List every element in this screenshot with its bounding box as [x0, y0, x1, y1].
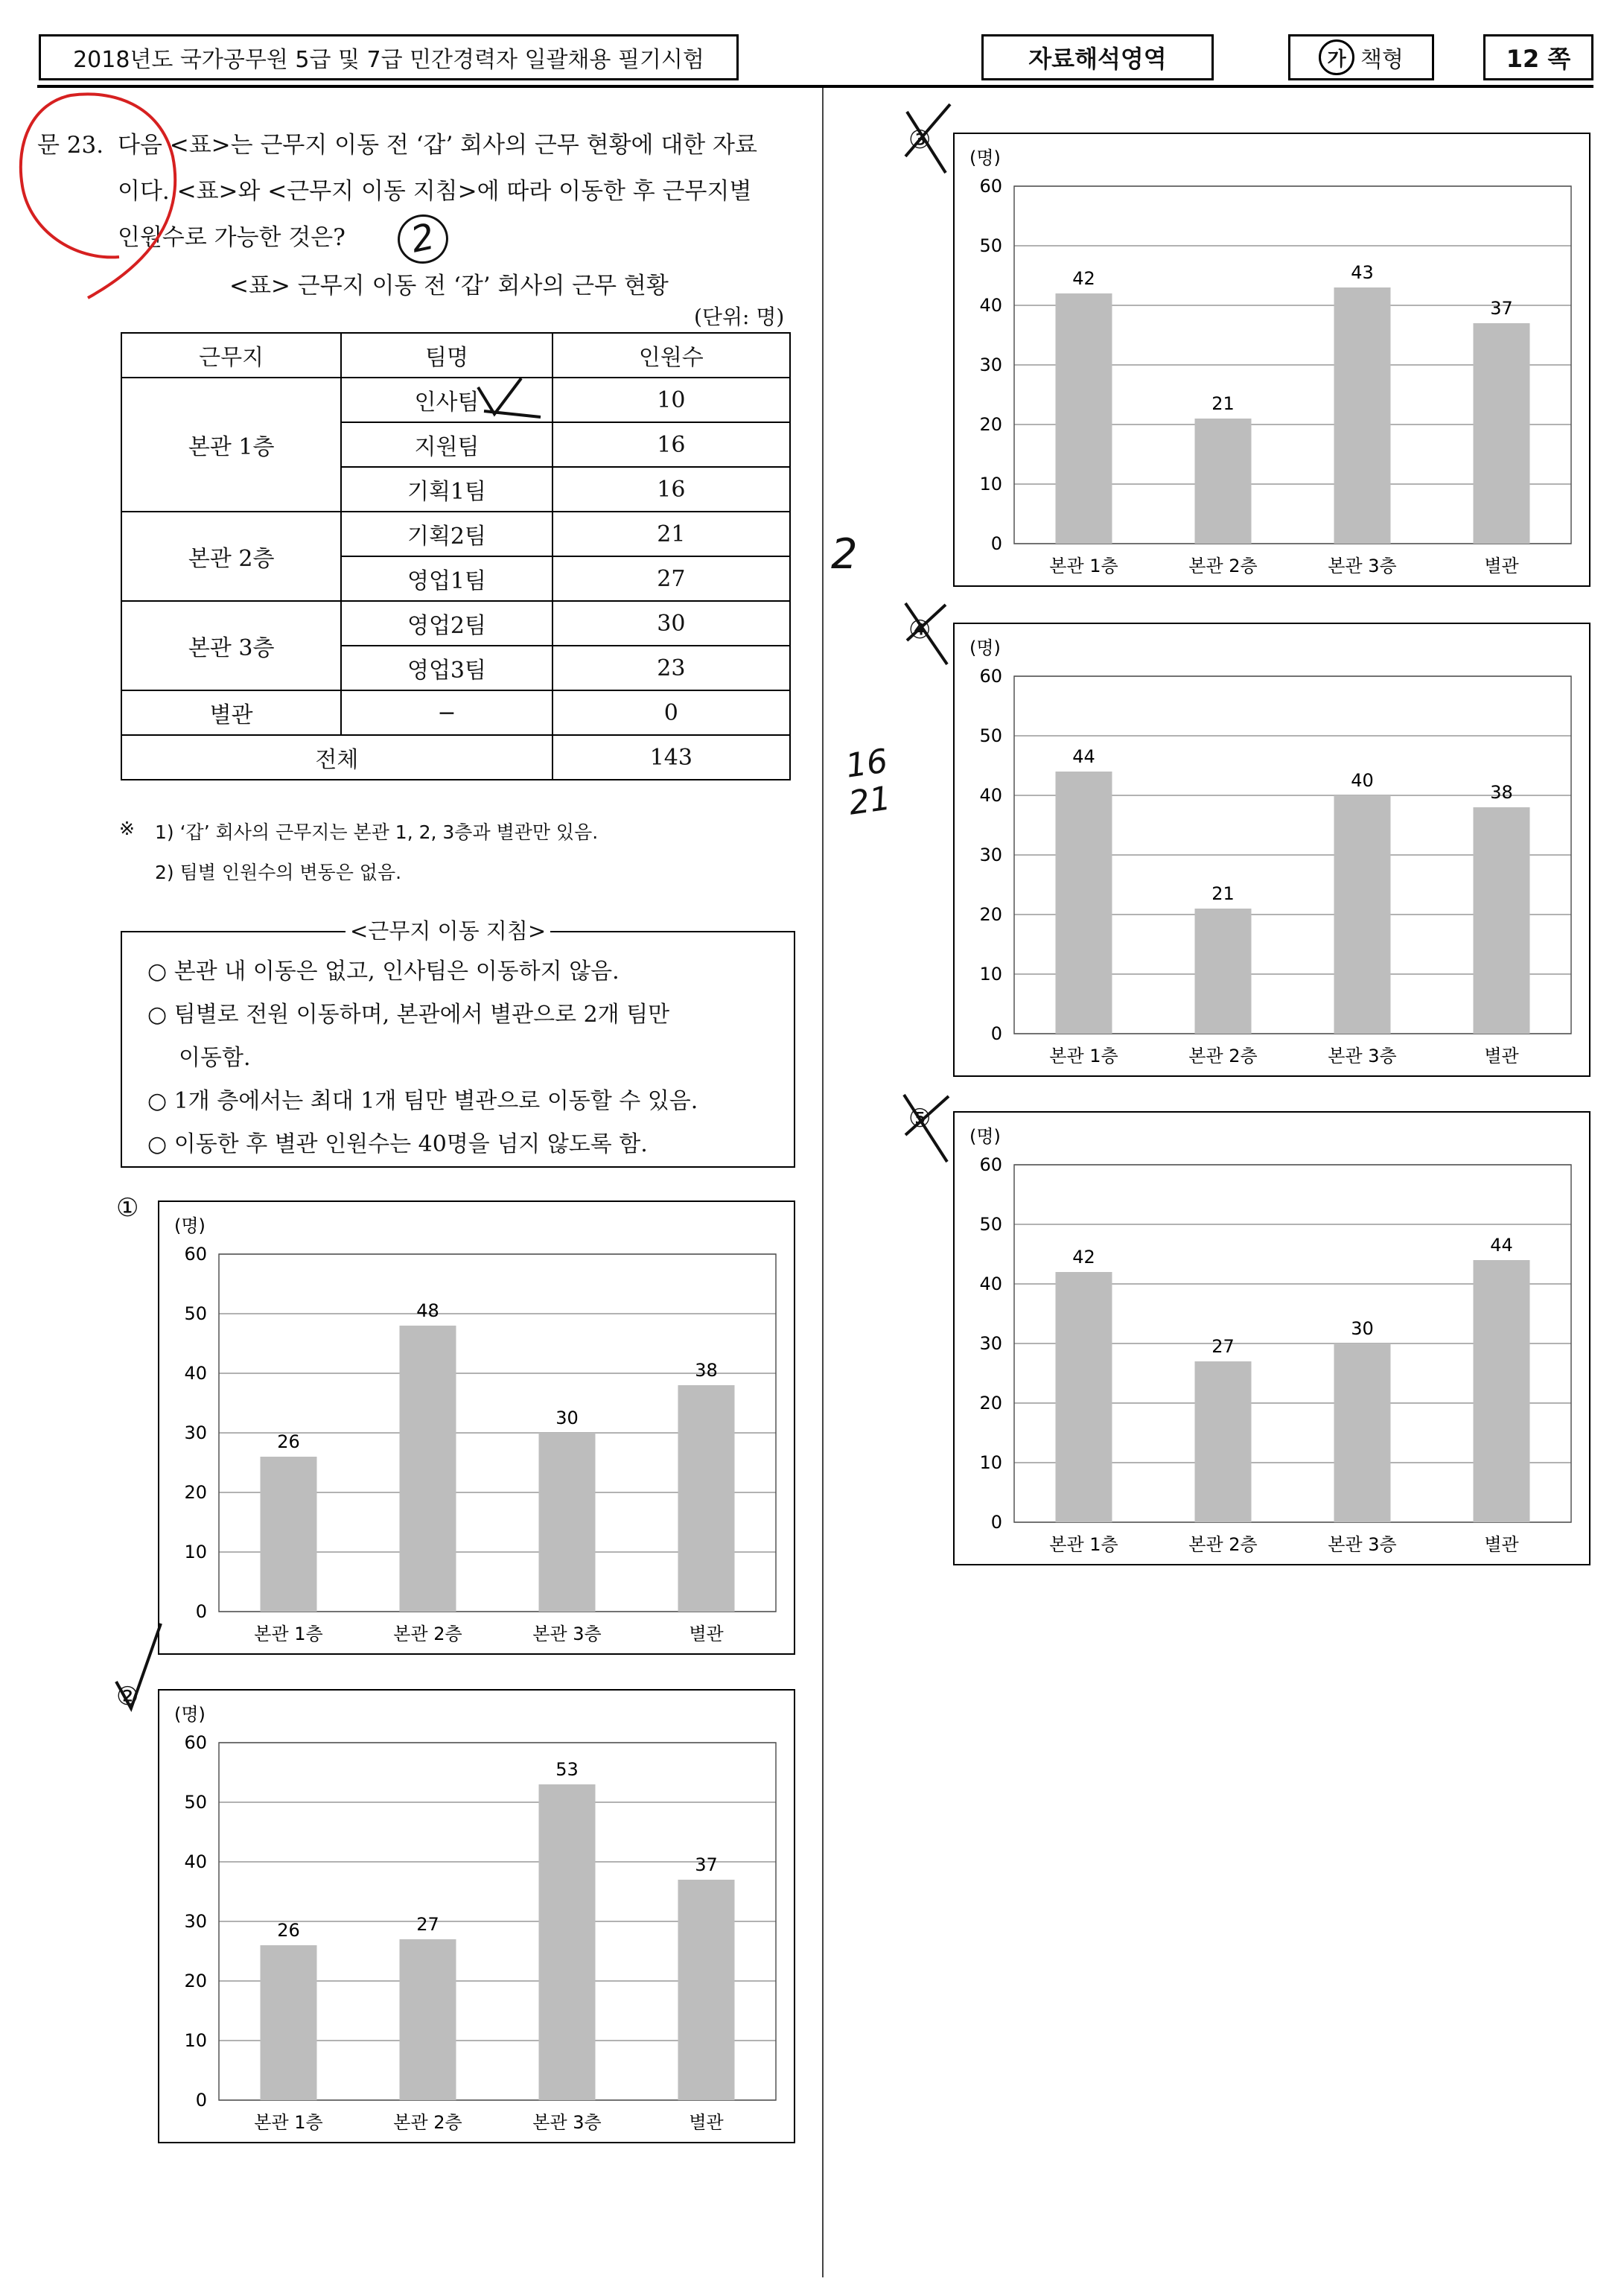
total-value: 143 — [553, 735, 790, 780]
data-label: 48 — [416, 1300, 439, 1321]
guide-item: ○ 본관 내 이동은 없고, 인사팀은 이동하지 않음. — [147, 958, 620, 985]
y-axis-unit: (명) — [174, 1215, 206, 1236]
x-tick-label: 본관 2층 — [1188, 1046, 1258, 1066]
bar-chart-svg — [955, 1113, 1592, 1567]
x-tick-label: 본관 1층 — [254, 1624, 323, 1644]
y-tick-label: 60 — [184, 1244, 207, 1265]
y-tick-label: 10 — [979, 964, 1002, 985]
y-tick-label: 0 — [990, 533, 1002, 554]
location-cell: 본관 3층 — [121, 601, 341, 690]
option-number-1: ① — [116, 1193, 139, 1223]
page-number: 12 쪽 — [1506, 45, 1571, 73]
table-header-cell: 근무지 — [121, 333, 341, 378]
y-tick-label: 50 — [979, 235, 1002, 256]
data-label: 42 — [1072, 1247, 1095, 1268]
bar — [1195, 1361, 1252, 1522]
bar — [261, 1457, 317, 1612]
data-label: 53 — [555, 1759, 579, 1780]
page-number-box — [1483, 34, 1593, 80]
team-cell: 영업1팀 — [341, 556, 552, 601]
data-label: 38 — [695, 1360, 718, 1381]
team-cell: 기획2팀 — [341, 512, 552, 556]
option-5-chart — [953, 1111, 1590, 1565]
guide-item: 이동함. — [179, 1045, 251, 1071]
location-cell: 별관 — [121, 690, 341, 735]
team-cell: − — [341, 690, 552, 735]
bar — [1056, 772, 1112, 1034]
table-row — [121, 601, 790, 646]
guide-title: <근무지 이동 지침> — [346, 915, 550, 945]
y-tick-label: 20 — [184, 1482, 207, 1503]
data-label: 37 — [695, 1854, 718, 1875]
y-tick-label: 60 — [979, 176, 1002, 197]
y-tick-label: 60 — [184, 1732, 207, 1753]
x-tick-label: 별관 — [1484, 1046, 1519, 1066]
bar — [539, 1784, 596, 2100]
data-label: 21 — [1211, 393, 1235, 414]
bar — [1195, 419, 1252, 544]
bar-chart-svg — [955, 624, 1592, 1078]
total-label: 전체 — [121, 735, 553, 780]
question-line-3: 인원수로 가능한 것은? — [118, 224, 346, 251]
data-label: 42 — [1072, 268, 1095, 289]
y-tick-label: 30 — [184, 1422, 207, 1443]
data-label: 37 — [1490, 298, 1513, 319]
y-tick-label: 40 — [979, 295, 1002, 316]
count-cell: 27 — [553, 556, 790, 601]
option-number-4: ④ — [908, 615, 932, 645]
data-label: 44 — [1072, 746, 1095, 767]
team-cell: 인사팀 — [341, 378, 552, 422]
note-1: 1) ‘갑’ 회사의 근무지는 본관 1, 2, 3층과 별관만 있음. — [155, 821, 599, 843]
section-box — [981, 34, 1214, 80]
data-label: 30 — [555, 1408, 579, 1428]
bar-chart-svg — [955, 134, 1592, 588]
y-tick-label: 0 — [990, 1023, 1002, 1044]
y-tick-label: 50 — [979, 1214, 1002, 1235]
table-row — [121, 690, 790, 735]
bar-chart-svg — [159, 1691, 797, 2145]
x-tick-label: 본관 1층 — [254, 2112, 323, 2133]
count-cell: 0 — [553, 690, 790, 735]
bar — [1474, 1260, 1530, 1522]
booklet-box — [1288, 34, 1434, 80]
bar — [1474, 807, 1530, 1034]
bar — [1334, 1343, 1391, 1522]
option-number-2: ② — [116, 1682, 139, 1711]
y-axis-unit: (명) — [174, 1704, 206, 1725]
x-tick-label: 본관 3층 — [532, 2112, 602, 2133]
handwritten-answer: 2 — [393, 210, 453, 269]
y-tick-label: 50 — [979, 725, 1002, 746]
y-tick-label: 30 — [979, 845, 1002, 865]
x-tick-label: 별관 — [1484, 1534, 1519, 1555]
bar — [1474, 323, 1530, 544]
y-tick-label: 0 — [195, 2090, 207, 2111]
exam-title-box — [39, 34, 739, 80]
y-tick-label: 20 — [979, 904, 1002, 925]
count-cell: 10 — [553, 378, 790, 422]
y-axis-unit: (명) — [969, 637, 1001, 658]
x-tick-label: 본관 2층 — [393, 1624, 462, 1644]
column-divider — [822, 88, 824, 2277]
y-tick-label: 0 — [195, 1601, 207, 1622]
handwritten-scribble-bottom: 21 — [846, 779, 894, 823]
bar — [678, 1385, 735, 1612]
data-label: 30 — [1351, 1318, 1374, 1339]
question-line-1: 다음 <표>는 근무지 이동 전 ‘갑’ 회사의 근무 현황에 대한 자료 — [118, 132, 757, 159]
y-tick-label: 30 — [979, 354, 1002, 375]
x-tick-label: 본관 2층 — [393, 2112, 462, 2133]
team-cell: 영업2팀 — [341, 601, 552, 646]
question-line-2: 이다. <표>와 <근무지 이동 지침>에 따라 이동한 후 근무지별 — [118, 178, 752, 205]
header-rule — [37, 85, 1593, 88]
x-tick-label: 본관 3층 — [1328, 1046, 1397, 1066]
option-number-5: ⑤ — [908, 1104, 932, 1133]
count-cell: 30 — [553, 601, 790, 646]
option-4-chart — [953, 623, 1590, 1077]
x-tick-label: 본관 1층 — [1049, 556, 1118, 576]
x-tick-label: 본관 2층 — [1188, 556, 1258, 576]
option-number-3: ③ — [908, 125, 932, 155]
y-tick-label: 10 — [184, 2030, 207, 2051]
section-title: 자료해석영역 — [1028, 45, 1167, 73]
bar — [1334, 287, 1391, 544]
location-cell: 본관 2층 — [121, 512, 341, 601]
x-tick-label: 본관 3층 — [1328, 1534, 1397, 1555]
y-tick-label: 20 — [979, 1393, 1002, 1413]
data-label: 27 — [416, 1914, 439, 1935]
x-tick-label: 본관 1층 — [1049, 1534, 1118, 1555]
count-cell: 16 — [553, 422, 790, 467]
x-tick-label: 본관 1층 — [1049, 1046, 1118, 1066]
x-tick-label: 별관 — [689, 2112, 724, 2133]
handwritten-margin-number: 2 — [831, 530, 858, 579]
table-header-cell: 인원수 — [553, 333, 790, 378]
count-cell: 16 — [553, 467, 790, 512]
y-tick-label: 50 — [184, 1303, 207, 1324]
staff-table — [121, 332, 791, 780]
booklet-type: 책형 — [1360, 47, 1404, 73]
bar — [1195, 909, 1252, 1034]
guide-item: ○ 팀별로 전원 이동하며, 본관에서 별관으로 2개 팀만 — [147, 1002, 670, 1028]
table-total-row — [121, 735, 790, 780]
bar — [1334, 795, 1391, 1034]
x-tick-label: 본관 3층 — [1328, 556, 1397, 576]
x-tick-label: 본관 3층 — [532, 1624, 602, 1644]
table-caption: <표> 근무지 이동 전 ‘갑’ 회사의 근무 현황 — [229, 273, 669, 299]
option-1-chart — [158, 1201, 795, 1655]
y-tick-label: 30 — [979, 1333, 1002, 1354]
x-tick-label: 별관 — [689, 1624, 724, 1644]
note-mark: ※ — [119, 818, 135, 839]
y-tick-label: 10 — [979, 474, 1002, 495]
bar — [261, 1945, 317, 2100]
data-label: 43 — [1351, 262, 1374, 283]
y-tick-label: 40 — [184, 1851, 207, 1872]
y-tick-label: 40 — [184, 1363, 207, 1384]
team-cell: 지원팀 — [341, 422, 552, 467]
x-tick-label: 별관 — [1484, 556, 1519, 576]
guide-item: ○ 이동한 후 별관 인원수는 40명을 넘지 않도록 함. — [147, 1131, 648, 1157]
y-tick-label: 20 — [979, 414, 1002, 435]
y-tick-label: 10 — [979, 1452, 1002, 1473]
question-number: 문 23. — [37, 132, 104, 159]
y-tick-label: 60 — [979, 1154, 1002, 1175]
y-tick-label: 40 — [979, 785, 1002, 806]
data-label: 26 — [277, 1431, 300, 1452]
bar — [678, 1880, 735, 2100]
note-2: 2) 팀별 인원수의 변동은 없음. — [155, 862, 402, 883]
y-tick-label: 0 — [990, 1512, 1002, 1533]
table-unit: (단위: 명) — [694, 305, 785, 329]
exam-title: 2018년도 국가공무원 5급 및 7급 민간경력자 일괄채용 필기시험 — [73, 47, 704, 73]
option-2-chart — [158, 1689, 795, 2143]
y-tick-label: 30 — [184, 1911, 207, 1932]
bar — [400, 1939, 456, 2100]
bar — [1056, 293, 1112, 544]
x-tick-label: 본관 2층 — [1188, 1534, 1258, 1555]
table-row — [121, 378, 790, 422]
y-tick-label: 60 — [979, 666, 1002, 687]
y-tick-label: 40 — [979, 1273, 1002, 1294]
data-label: 26 — [277, 1920, 300, 1941]
data-label: 44 — [1490, 1235, 1513, 1256]
count-cell: 21 — [553, 512, 790, 556]
data-label: 21 — [1211, 883, 1235, 904]
count-cell: 23 — [553, 646, 790, 690]
y-axis-unit: (명) — [969, 1126, 1001, 1147]
bar — [1056, 1272, 1112, 1522]
table-row — [121, 512, 790, 556]
data-label: 38 — [1490, 782, 1513, 803]
handwritten-scribble-top: 16 — [843, 742, 891, 786]
table-header-row — [121, 333, 790, 378]
y-axis-unit: (명) — [969, 147, 1001, 168]
bar-chart-svg — [159, 1202, 797, 1656]
table-header-cell: 팀명 — [341, 333, 552, 378]
booklet-mark: 가 — [1319, 39, 1354, 75]
y-tick-label: 10 — [184, 1542, 207, 1562]
guide-item: ○ 1개 층에서는 최대 1개 팀만 별관으로 이동할 수 있음. — [147, 1088, 698, 1114]
location-cell: 본관 1층 — [121, 378, 341, 512]
y-tick-label: 50 — [184, 1792, 207, 1813]
data-label: 40 — [1351, 770, 1374, 791]
option-3-chart — [953, 133, 1590, 587]
team-cell: 기획1팀 — [341, 467, 552, 512]
team-cell: 영업3팀 — [341, 646, 552, 690]
y-tick-label: 20 — [184, 1971, 207, 1991]
bar — [539, 1433, 596, 1612]
bar — [400, 1326, 456, 1612]
data-label: 27 — [1211, 1336, 1235, 1357]
